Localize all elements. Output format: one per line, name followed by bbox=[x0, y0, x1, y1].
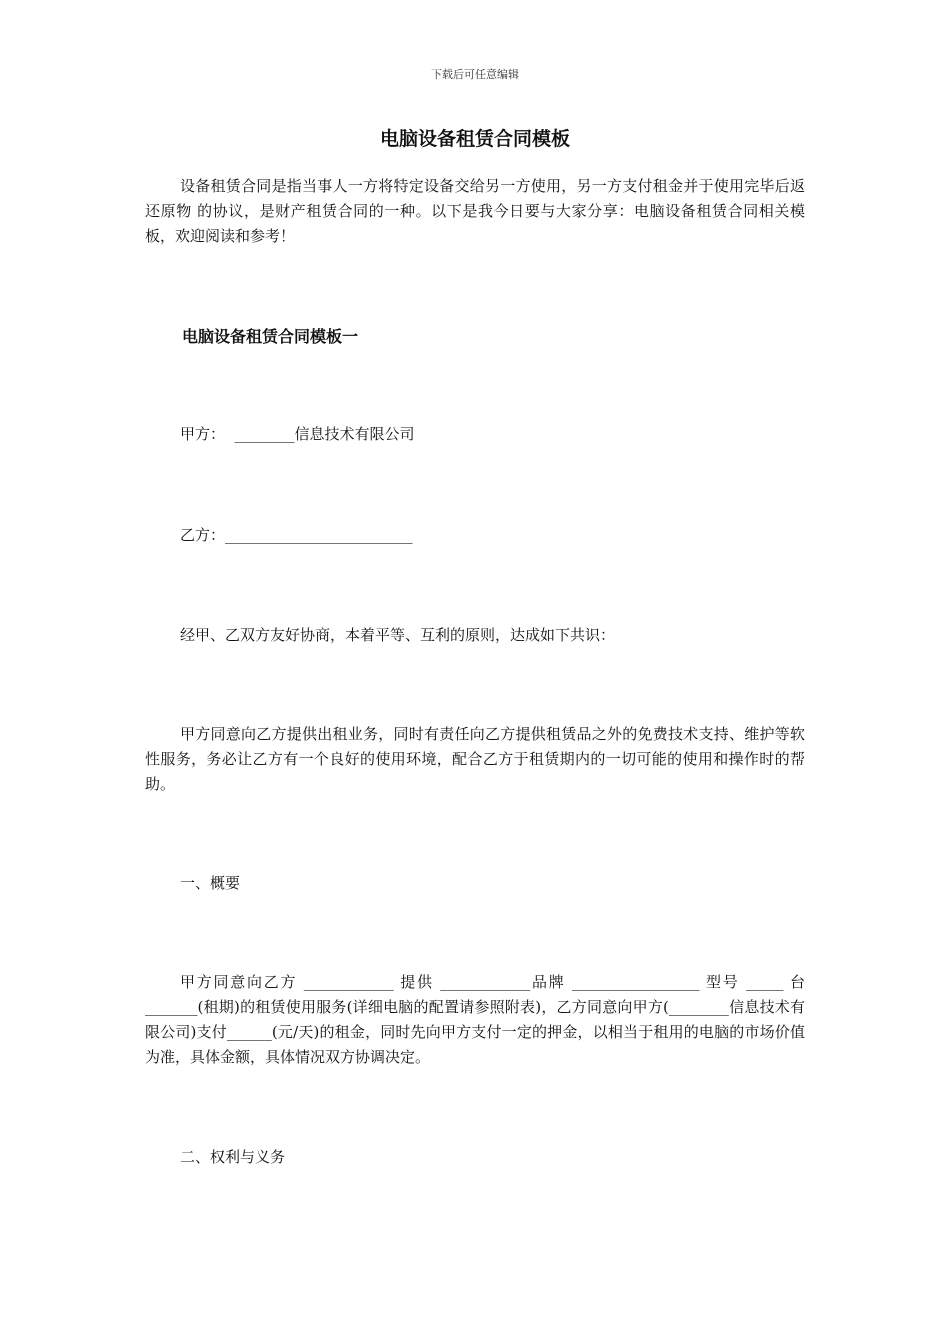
intro-paragraph: 设备租赁合同是指当事人一方将特定设备交给另一方使用，另一方支付租金并于使用完毕后返还原物 的协议，是财产租赁合同的一种。以下是我今日要与大家分享：电脑设备租赁合同相关模板，欢迎阅读和参考！ bbox=[145, 177, 805, 245]
clause-2-title: 二、权利与义务 bbox=[180, 1148, 286, 1166]
clause-1-title: 一、概要 bbox=[180, 874, 241, 892]
agreement-line: 经甲、乙双方友好协商，本着平等、互利的原则，达成如下共识： bbox=[180, 626, 616, 644]
section-title: 电脑设备租赁合同模板一 bbox=[182, 327, 359, 346]
party-a-line: 甲方： ________信息技术有限公司 bbox=[180, 425, 415, 443]
service-paragraph: 甲方同意向乙方提供出租业务，同时有责任向乙方提供租赁品之外的免费技术支持、维护等软性服务，务必让乙方有一个良好的使用环境，配合乙方于租赁期内的一切可能的使用和操作时的帮助。 bbox=[145, 725, 805, 793]
header-note: 下载后可任意编辑 bbox=[431, 68, 519, 81]
document-title: 电脑设备租赁合同模板 bbox=[379, 128, 570, 150]
clause-1-body: 甲方同意向乙方 ____________ 提供 ____________品牌 _________________ 型号 _____ 台 _______(租期)的租赁使用服务(详细电脑的配置请参照附表)，乙方同意向甲方(________信息技术有限公司)支付______(元/天)的租金，同时先向甲方支付一定的押金，以相当于租用的电脑的市场价值为准，具体金额，具体情况双方协调决定。 bbox=[145, 973, 805, 1066]
party-b-line: 乙方：_________________________ bbox=[180, 526, 413, 544]
